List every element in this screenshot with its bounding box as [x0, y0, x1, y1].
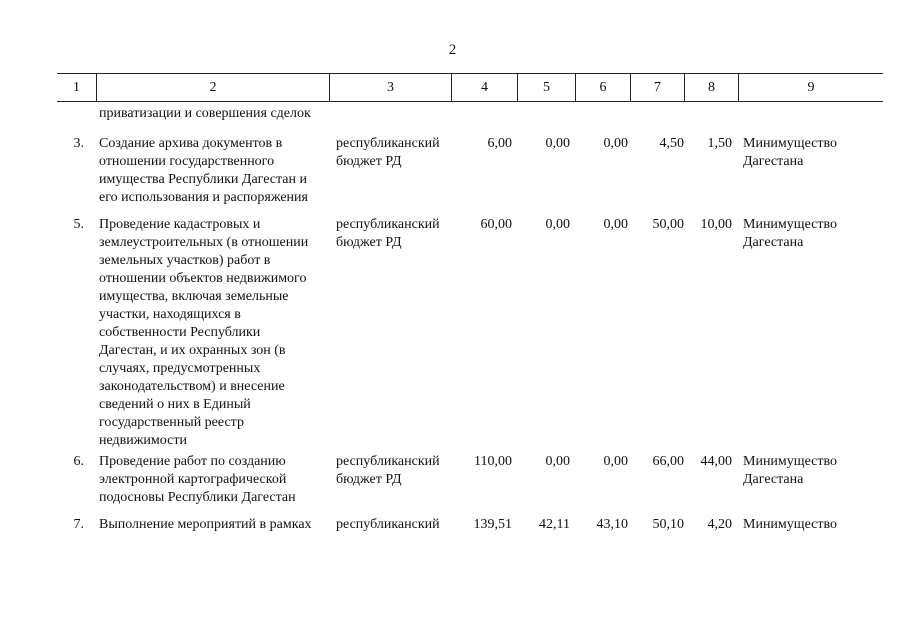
- responsible-agency: Минимущество Дагестана: [743, 136, 837, 169]
- activity-name: Выполнение мероприятий в рамках: [99, 517, 312, 532]
- value-col-8: 1,50: [707, 136, 732, 151]
- header-col-1: 1: [73, 80, 80, 95]
- value-col-7: 66,00: [652, 454, 684, 469]
- value-total: 60,00: [480, 217, 512, 232]
- row-number: 7.: [73, 517, 84, 532]
- header-col-8: 8: [684, 74, 738, 101]
- funding-source: республиканский бюджет РД: [336, 217, 440, 250]
- activity-name: Проведение работ по созданию электронной картографической подосновы Республики Дагестан: [99, 454, 296, 505]
- value-total: 139,51: [473, 517, 512, 532]
- value-col-6: 43,10: [596, 517, 628, 532]
- responsible-agency: Минимущество Дагестана: [743, 217, 837, 250]
- activity-name: Проведение кадастровых и землеустроительных (в отношении земельных участков) работ в отношении объектов недвижимого имущества, включая земельные участки, находящихся в собственности Республики Дагестан, и их охранных зон (в случаях, предусмотренных законодательством) и внесение сведений о них в Единый государственный реестр недвижимости: [99, 217, 309, 448]
- value-total: 6,00: [487, 136, 512, 151]
- header-col-9: 9: [738, 74, 883, 101]
- funding-source: республиканский: [336, 517, 440, 532]
- value-total: 110,00: [474, 454, 512, 469]
- value-col-7: 50,10: [652, 517, 684, 532]
- table-header: [57, 73, 883, 102]
- value-col-5: 0,00: [545, 454, 570, 469]
- activity-name: Создание архива документов в отношении государственного имущества Республики Дагестан и его использования и распоряжения: [99, 136, 308, 205]
- value-col-6: 0,00: [603, 217, 628, 232]
- value-col-6: 0,00: [603, 136, 628, 151]
- row-number: 3.: [73, 136, 84, 151]
- value-col-5: 0,00: [545, 136, 570, 151]
- value-col-5: 42,11: [539, 517, 570, 532]
- header-col-4: 4: [451, 74, 517, 101]
- value-col-6: 0,00: [603, 454, 628, 469]
- funding-source: республиканский бюджет РД: [336, 136, 440, 169]
- header-col-3: 3: [329, 74, 451, 101]
- value-col-8: 4,20: [707, 517, 732, 532]
- responsible-agency: Минимущество: [743, 517, 837, 532]
- funding-source: республиканский бюджет РД: [336, 454, 440, 487]
- header-col-7: 7: [630, 74, 684, 101]
- page-number: 2: [448, 42, 457, 58]
- row-number: 5.: [73, 217, 84, 232]
- value-col-8: 44,00: [700, 454, 732, 469]
- responsible-agency: Минимущество Дагестана: [743, 454, 837, 487]
- value-col-5: 0,00: [545, 217, 570, 232]
- value-col-8: 10,00: [700, 217, 732, 232]
- header-col-2: 2: [96, 74, 329, 101]
- header-col-6: 6: [575, 74, 630, 101]
- row-number: 6.: [73, 454, 84, 469]
- continuation-text: приватизации и совершения сделок: [99, 106, 311, 121]
- value-col-7: 4,50: [659, 136, 684, 151]
- header-col-5: 5: [517, 74, 575, 101]
- value-col-7: 50,00: [652, 217, 684, 232]
